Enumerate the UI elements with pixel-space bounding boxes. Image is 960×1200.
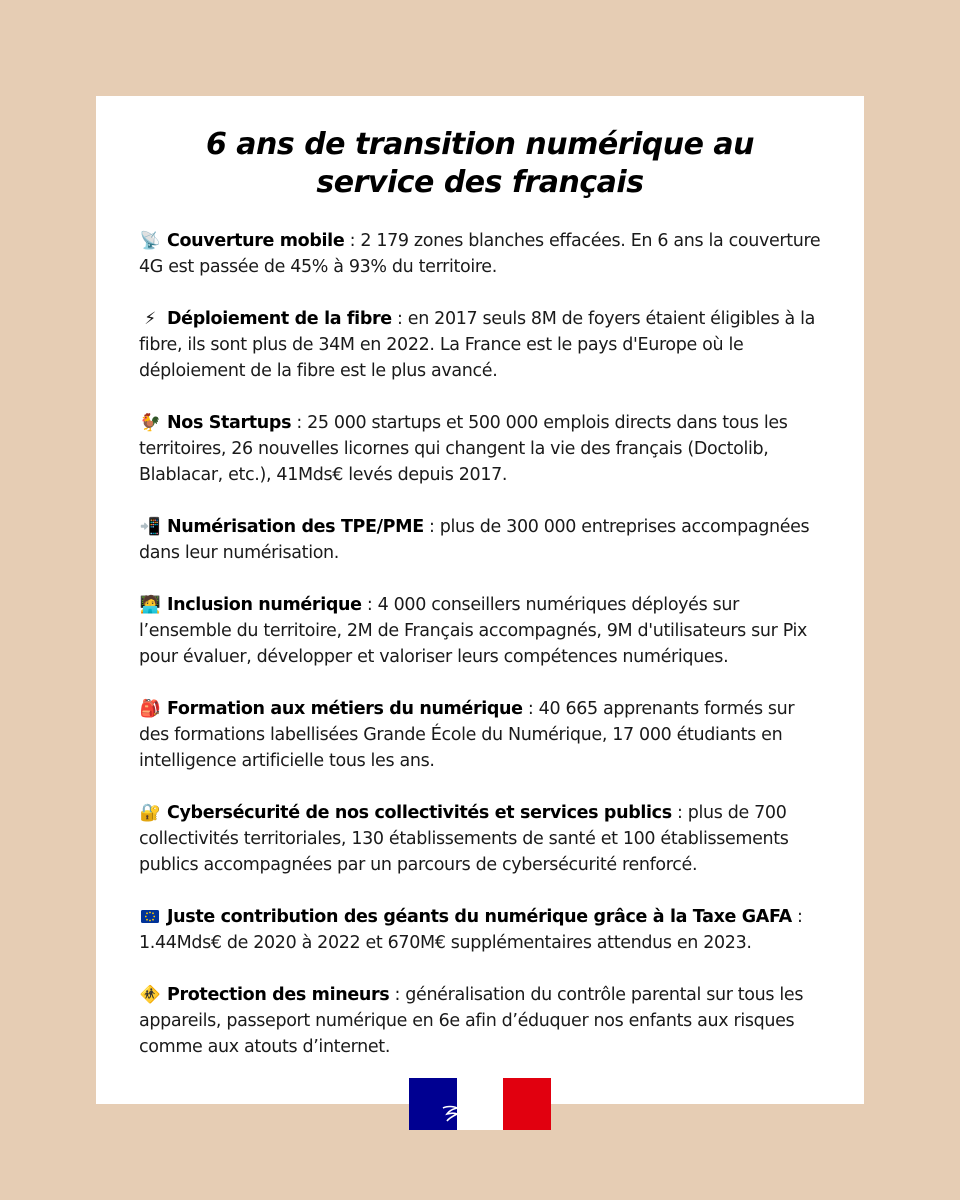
item-label: Protection des mineurs (167, 985, 390, 1005)
item-text: : en 2017 seuls 8M de foyers étaient éligibles à la fibre, ils sont plus de 34M en 2022. La France est le pays d'Europe où le déploiement de la fibre est le plus avancé. (139, 309, 816, 381)
item-text: : 2 179 zones blanches effacées. En 6 ans la couverture 4G est passée de 45% à 93% du territoire. (139, 231, 821, 277)
satellite-antenna-icon: 📡 (139, 231, 161, 251)
item-label: Formation aux métiers du numérique (167, 699, 523, 719)
list-item-cybersecurite (139, 800, 829, 878)
item-text: : plus de 700 collectivités territoriales, 130 établissements de santé et 100 établissements publics accompagnées par un parcours de cybersécurité renforcé. (139, 803, 789, 875)
list-item-formation (139, 696, 829, 774)
school-backpack-icon: 🎒 (139, 699, 161, 719)
item-label: Inclusion numérique (167, 595, 362, 615)
item-label: Nos Startups (167, 413, 292, 433)
children-crossing-icon: 🚸 (139, 985, 161, 1005)
item-text: : 4 000 conseillers numériques déployés sur l’ensemble du territoire, 2M de Français accompagnés, 9M d'utilisateurs sur Pix pour évaluer, développer et valoriser leurs compétences numériques. (139, 595, 808, 667)
item-text: : plus de 300 000 entreprises accompagnées dans leur numérisation. (139, 517, 810, 563)
technologist-icon: 🧑‍💻 (139, 595, 161, 615)
list-item-taxe-gafa (139, 904, 829, 956)
marianne-flag-icon (409, 1078, 551, 1130)
list-item-couverture-mobile (139, 228, 829, 280)
eu-flag-icon (139, 904, 161, 930)
list-item-protection-mineurs (139, 982, 829, 1060)
item-label: Numérisation des TPE/PME (167, 517, 424, 537)
item-text: : 1.44Mds€ de 2020 à 2022 et 670M€ supplémentaires attendus en 2023. (139, 907, 803, 953)
item-text: : généralisation du contrôle parental sur tous les appareils, passeport numérique en 6e afin d’éduquer nos enfants aux risques comme aux atouts d’internet. (139, 985, 804, 1057)
item-text: : 40 665 apprenants formés sur des formations labellisées Grande École du Numérique, 17 000 étudiants en intelligence artificielle tous les ans. (139, 699, 795, 771)
mobile-arrow-icon: 📲 (139, 517, 161, 537)
item-label: Couverture mobile (167, 231, 345, 251)
rooster-icon: 🐓 (139, 413, 161, 433)
list-item-fibre (139, 306, 829, 384)
title-line-2: service des français (316, 165, 644, 200)
list-item-startups (139, 410, 829, 488)
lightning-icon: ⚡ (144, 309, 156, 329)
list-item-inclusion (139, 592, 829, 670)
item-label: Cybersécurité de nos collectivités et services publics (167, 803, 672, 823)
title-line-1: 6 ans de transition numérique au (205, 127, 755, 162)
page-title (0, 126, 960, 202)
item-label: Juste contribution des géants du numérique grâce à la Taxe GAFA (167, 907, 792, 927)
list-item-tpe-pme (139, 514, 829, 566)
lock-with-key-icon: 🔐 (139, 803, 161, 823)
republique-francaise-logo (409, 1078, 551, 1130)
achievements-list (139, 228, 829, 1086)
item-text: : 25 000 startups et 500 000 emplois directs dans tous les territoires, 26 nouvelles licornes qui changent la vie des français (Doctolib, Blablacar, etc.), 41Mds€ levés depuis 2017. (139, 413, 788, 485)
item-label: Déploiement de la fibre (167, 309, 392, 329)
